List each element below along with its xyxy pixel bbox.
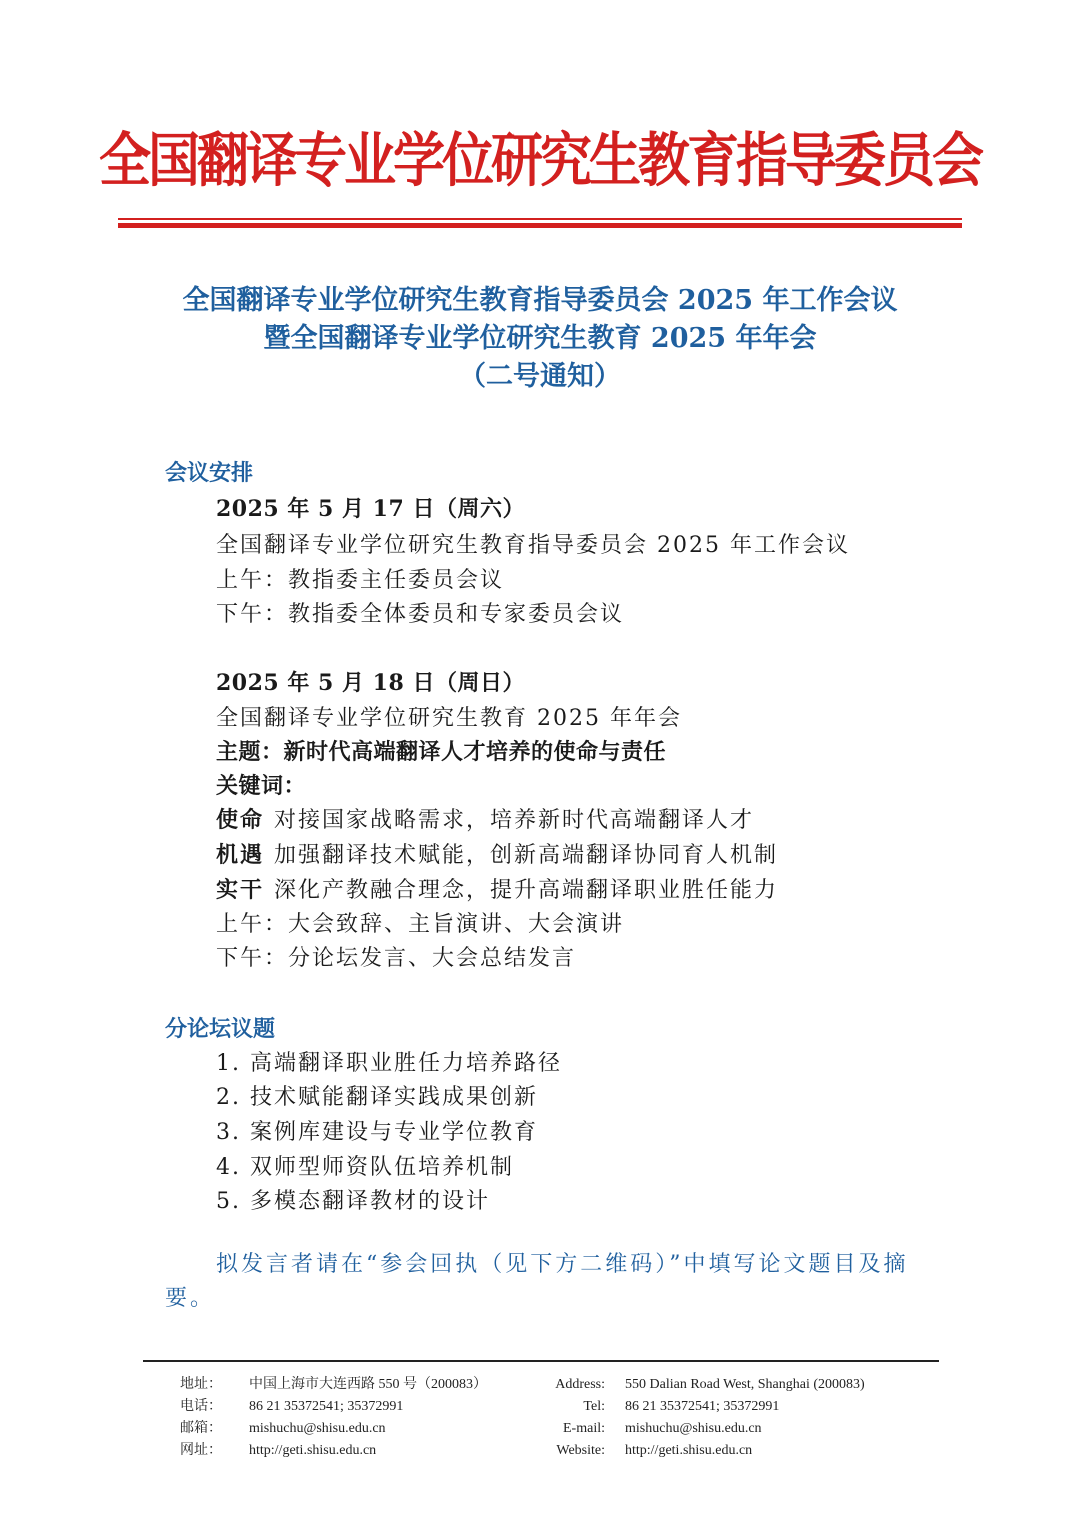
day2-date: 2025 年 5 月 18 日（周日） bbox=[216, 670, 525, 696]
footer-email-label-en: E-mail: bbox=[563, 1421, 605, 1436]
footer-contact bbox=[0, 1374, 1080, 1462]
title-line-3: （二号通知） bbox=[459, 361, 621, 392]
day2-morning: 上午：大会致辞、主旨演讲、大会演讲 bbox=[216, 912, 625, 937]
footer-website-label-en: Website: bbox=[556, 1443, 605, 1458]
footer-address-label-cn: 地址： bbox=[180, 1377, 222, 1392]
forums-heading: 分论坛议题 bbox=[165, 1017, 276, 1042]
forum-item: 1. 高端翻译职业胜任力培养路径 bbox=[216, 1051, 562, 1076]
keyword-row bbox=[216, 803, 754, 834]
forum-item: 3. 案例库建设与专业学位教育 bbox=[216, 1120, 538, 1145]
keyword-term: 实干 bbox=[216, 877, 265, 903]
day2-event: 全国翻译专业学位研究生教育 2025 年年会 bbox=[216, 706, 682, 731]
keyword-desc: 深化产教融合理念，提升高端翻译职业胜任能力 bbox=[274, 878, 779, 903]
notice-title bbox=[0, 282, 1080, 396]
day1-morning: 上午：教指委主任委员会议 bbox=[216, 568, 505, 593]
day2-theme: 主题：新时代高端翻译人才培养的使命与责任 bbox=[216, 739, 667, 765]
forum-item: 5. 多模态翻译教材的设计 bbox=[216, 1189, 490, 1214]
footer-website-cn[interactable]: http://geti.shisu.edu.cn bbox=[249, 1443, 377, 1458]
schedule-heading: 会议安排 bbox=[165, 461, 254, 486]
letterhead-org-name: 全国翻译专业学位研究生教育指导委员会 bbox=[98, 128, 981, 196]
day1-date: 2025 年 5 月 17 日（周六） bbox=[216, 496, 525, 522]
letterhead-rule-thin bbox=[118, 218, 962, 220]
keyword-row bbox=[216, 873, 778, 904]
keyword-row bbox=[216, 838, 778, 869]
footer-website-label-cn: 网址： bbox=[180, 1443, 222, 1458]
footer-website-en[interactable]: http://geti.shisu.edu.cn bbox=[625, 1443, 753, 1458]
footer-email-cn[interactable]: mishuchu@shisu.edu.cn bbox=[249, 1421, 386, 1436]
footer-email-en[interactable]: mishuchu@shisu.edu.cn bbox=[625, 1421, 762, 1436]
closing-note: 拟发言者请在“参会回执（见下方二维码）”中填写论文题目及摘要。 bbox=[165, 1252, 909, 1311]
footer-rule bbox=[143, 1360, 939, 1362]
footer-address-en: 550 Dalian Road West, Shanghai (200083) bbox=[625, 1377, 865, 1392]
footer-phone-label-cn: 电话： bbox=[180, 1399, 222, 1414]
footer-phone-en: 86 21 35372541; 35372991 bbox=[625, 1399, 780, 1414]
footer-email-label-cn: 邮箱： bbox=[180, 1421, 222, 1436]
footer-phone-cn: 86 21 35372541; 35372991 bbox=[249, 1399, 404, 1414]
keyword-desc: 对接国家战略需求，培养新时代高端翻译人才 bbox=[274, 808, 755, 833]
day1-afternoon: 下午：教指委全体委员和专家委员会议 bbox=[216, 602, 625, 627]
keyword-desc: 加强翻译技术赋能，创新高端翻译协同育人机制 bbox=[274, 843, 779, 868]
forum-item: 2. 技术赋能翻译实践成果创新 bbox=[216, 1085, 538, 1110]
footer-address-cn: 中国上海市大连西路 550 号（200083） bbox=[249, 1377, 487, 1392]
footer-address-label-en: Address: bbox=[555, 1377, 605, 1392]
keyword-term: 机遇 bbox=[216, 842, 265, 868]
title-line-2: 暨全国翻译专业学位研究生教育 2025 年年会 bbox=[263, 323, 817, 354]
keyword-term: 使命 bbox=[216, 807, 265, 833]
day2-afternoon: 下午：分论坛发言、大会总结发言 bbox=[216, 946, 577, 971]
forum-item: 4. 双师型师资队伍培养机制 bbox=[216, 1155, 514, 1180]
title-line-1: 全国翻译专业学位研究生教育指导委员会 2025 年工作会议 bbox=[182, 285, 898, 316]
day1-event: 全国翻译专业学位研究生教育指导委员会 2025 年工作会议 bbox=[216, 533, 850, 558]
keywords-label: 关键词： bbox=[216, 773, 307, 799]
footer-phone-label-en: Tel: bbox=[583, 1399, 605, 1414]
letterhead-rule-thick bbox=[118, 223, 962, 228]
